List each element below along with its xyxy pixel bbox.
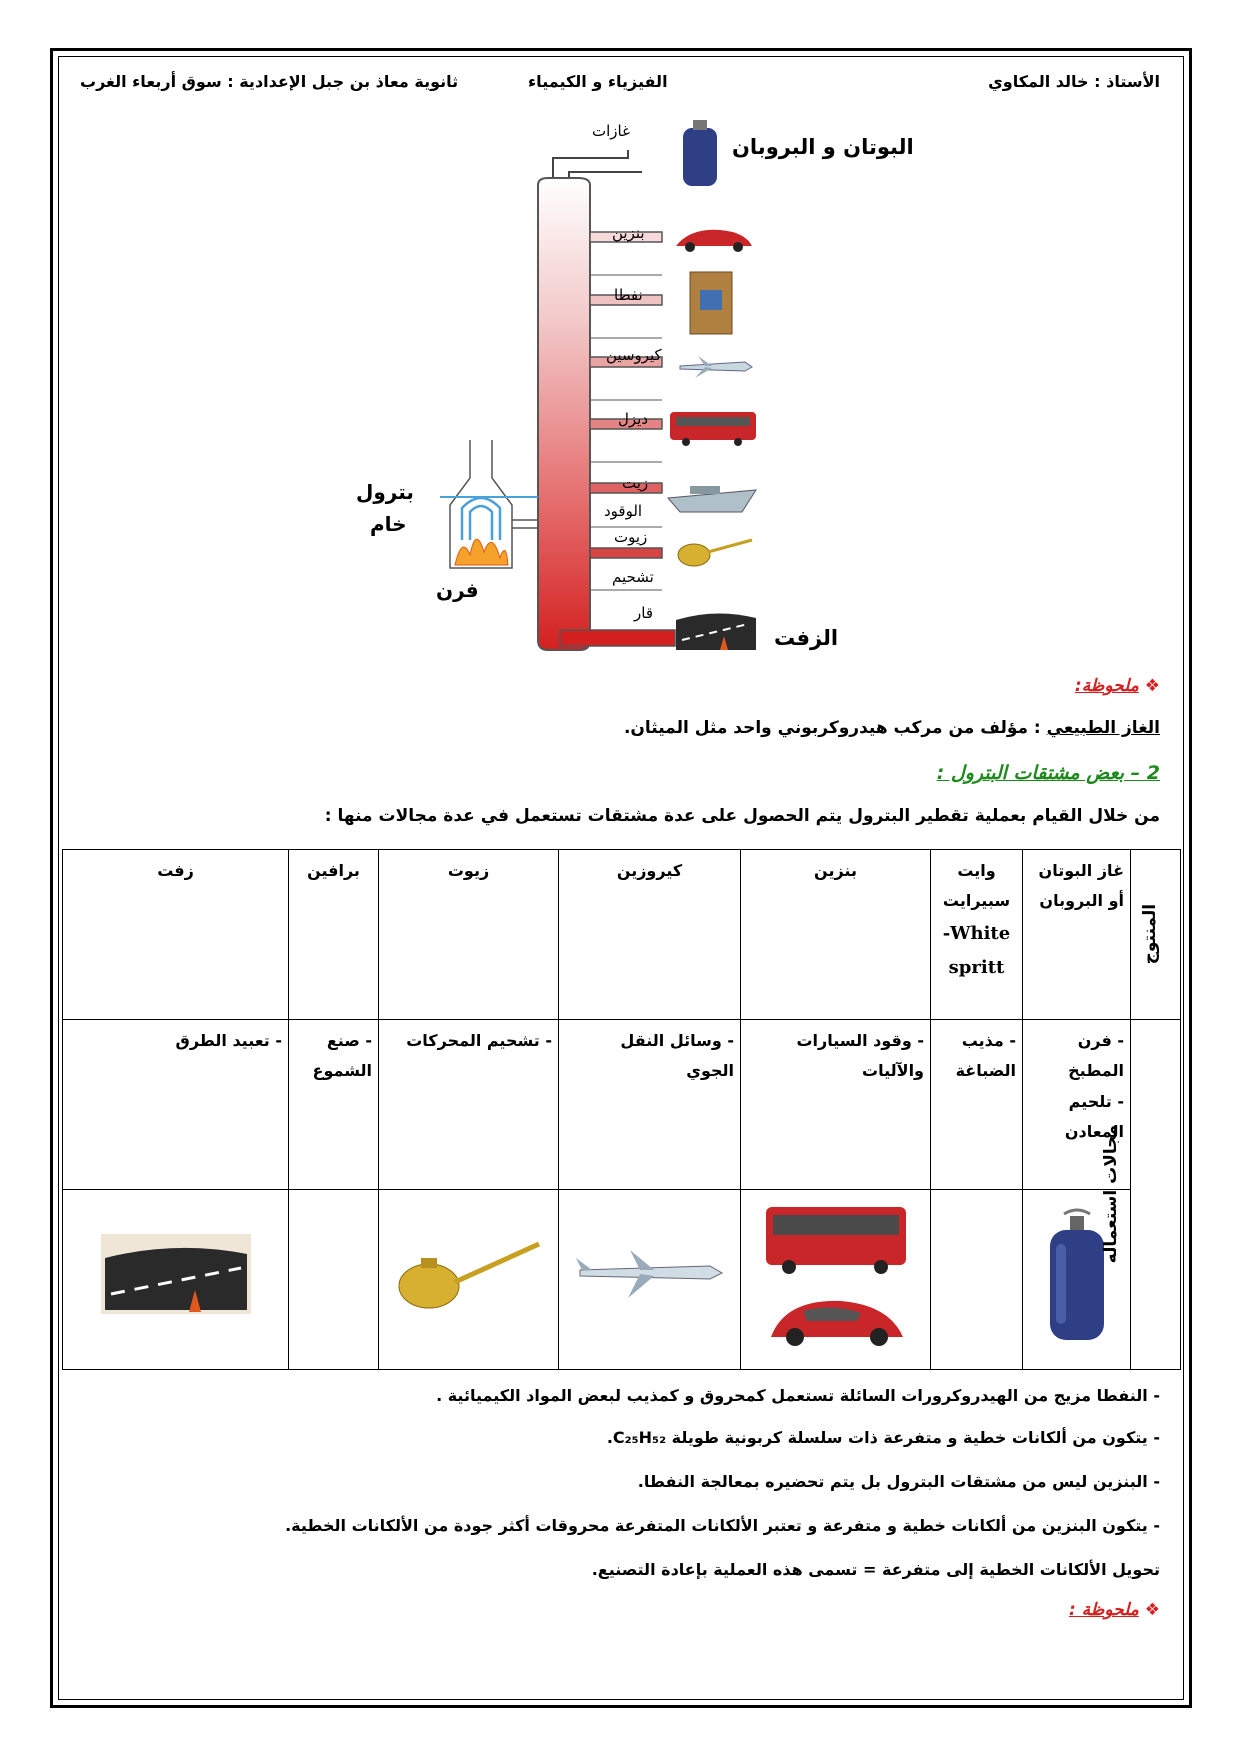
label-asphalt: الزفت <box>774 626 839 650</box>
row-header-product: المنتوج <box>1131 850 1181 1020</box>
note2-title: ❖ ملحوظة : <box>1068 1600 1160 1620</box>
boat-icon <box>668 486 756 512</box>
image-cell <box>379 1190 559 1370</box>
derivatives-table <box>62 849 1181 1370</box>
section2-title: 2 – بعض مشتقات البترول : <box>936 762 1160 784</box>
product-row <box>63 850 1181 1020</box>
car-icon <box>676 230 752 252</box>
image-row <box>63 1190 1181 1370</box>
image-cell <box>63 1190 289 1370</box>
image-cell <box>289 1190 379 1370</box>
road-image <box>101 1234 251 1314</box>
label-oils: زيوت <box>614 528 648 546</box>
note-line: - النفطا مزيج من الهيدروكرورات السائلة تستعمل كمحروق و كمذيب لبعض المواد الكيميائية . <box>436 1386 1160 1405</box>
label-fuel: الوقود <box>604 502 643 520</box>
airplane-image <box>570 1244 730 1304</box>
product-cell: زفت <box>63 850 289 1020</box>
use-cell: - وسائل النقل الجوي <box>559 1020 741 1190</box>
image-cell <box>931 1190 1023 1370</box>
section2-intro: من خلال القيام بعملية تقطير البترول يتم الحصول على عدة مشتقات تستعمل في عدة مجالات منها : <box>324 806 1160 826</box>
label-furnace: فرن <box>436 578 479 602</box>
label-butane-propane: البوتان و البروبان <box>732 135 914 159</box>
image-cell <box>741 1190 931 1370</box>
note-line: - البنزين ليس من مشتقات البترول بل يتم تحضيره بمعالجة النفطا. <box>637 1472 1160 1491</box>
label-lubrication: تشحيم <box>612 568 654 586</box>
label-crude-2: خام <box>370 512 407 536</box>
use-cell: - فرن المطبخ - تلحيم المعادن <box>1023 1020 1131 1190</box>
product-cell: كيروزين <box>559 850 741 1020</box>
label-naphtha: نفطا <box>614 286 643 304</box>
label-kerosene: كيروسين <box>606 346 662 364</box>
use-cell: - وقود السيارات والآليات <box>741 1020 931 1190</box>
label-diesel: ديزل <box>618 410 649 428</box>
naphtha-bag-icon <box>690 272 732 334</box>
use-cell: - تشحيم المحركات <box>379 1020 559 1190</box>
note-line: - يتكون البنزين من ألكانات خطية و متفرعة و تعتبر الألكانات المتفرعة محروقات أكثر جودة من الألكانات الخطية. <box>285 1516 1160 1535</box>
product-cell: برافين <box>289 850 379 1020</box>
diamond-bullet-icon: ❖ <box>1144 676 1160 696</box>
oil-can-image <box>389 1234 549 1314</box>
label-crude-1: بترول <box>356 480 414 504</box>
school-name: ثانوية معاذ بن جبل الإعدادية : سوق أربعاء الغرب <box>80 72 459 91</box>
label-tar: قار <box>634 604 653 622</box>
label-gasoline: بنزين <box>612 224 645 242</box>
use-row <box>63 1020 1181 1190</box>
bus-image <box>761 1199 911 1349</box>
subject: الفيزياء و الكيمياء <box>528 72 668 91</box>
use-cell: - تعبيد الطرق <box>63 1020 289 1190</box>
row-header-use: مجالات استعماله <box>1131 1020 1181 1370</box>
note-line: - يتكون من ألكانات خطية و متفرعة ذات سلسلة كربونية طويلة C₂₅H₅₂. <box>606 1428 1160 1447</box>
label-oil: زيت <box>622 474 649 492</box>
note1-text: الغاز الطبيعي : مؤلف من مركب هيدروكربوني واحد مثل الميثان. <box>623 718 1160 738</box>
note1-title: ❖ ملحوظة: <box>1074 676 1160 696</box>
product-cell: غاز البوتان أو البروبان <box>1023 850 1131 1020</box>
use-cell: - صنع الشموع <box>289 1020 379 1190</box>
note-line: تحويل الألكانات الخطية إلى متفرعة = تسمى هذه العملية بإعادة التصنيع. <box>591 1560 1160 1579</box>
airplane-icon <box>680 356 752 378</box>
asphalt-pipe <box>560 630 675 646</box>
distillation-column <box>538 178 590 650</box>
bus-icon <box>670 412 756 446</box>
oil-can-icon <box>678 540 752 566</box>
image-cell <box>559 1190 741 1370</box>
teacher-name: الأستاذ : خالد المكاوي <box>988 72 1160 91</box>
butane-cylinder-icon <box>683 120 717 186</box>
diamond-bullet-icon: ❖ <box>1144 1600 1160 1620</box>
product-cell: زيوت <box>379 850 559 1020</box>
furnace <box>440 440 538 568</box>
road-icon <box>676 613 756 650</box>
label-gases: غازات <box>592 122 630 140</box>
use-cell: - مذيب الضباغة <box>931 1020 1023 1190</box>
product-cell: بنزين <box>741 850 931 1020</box>
product-cell: وايت سبيرايت White- spritt <box>931 850 1023 1020</box>
